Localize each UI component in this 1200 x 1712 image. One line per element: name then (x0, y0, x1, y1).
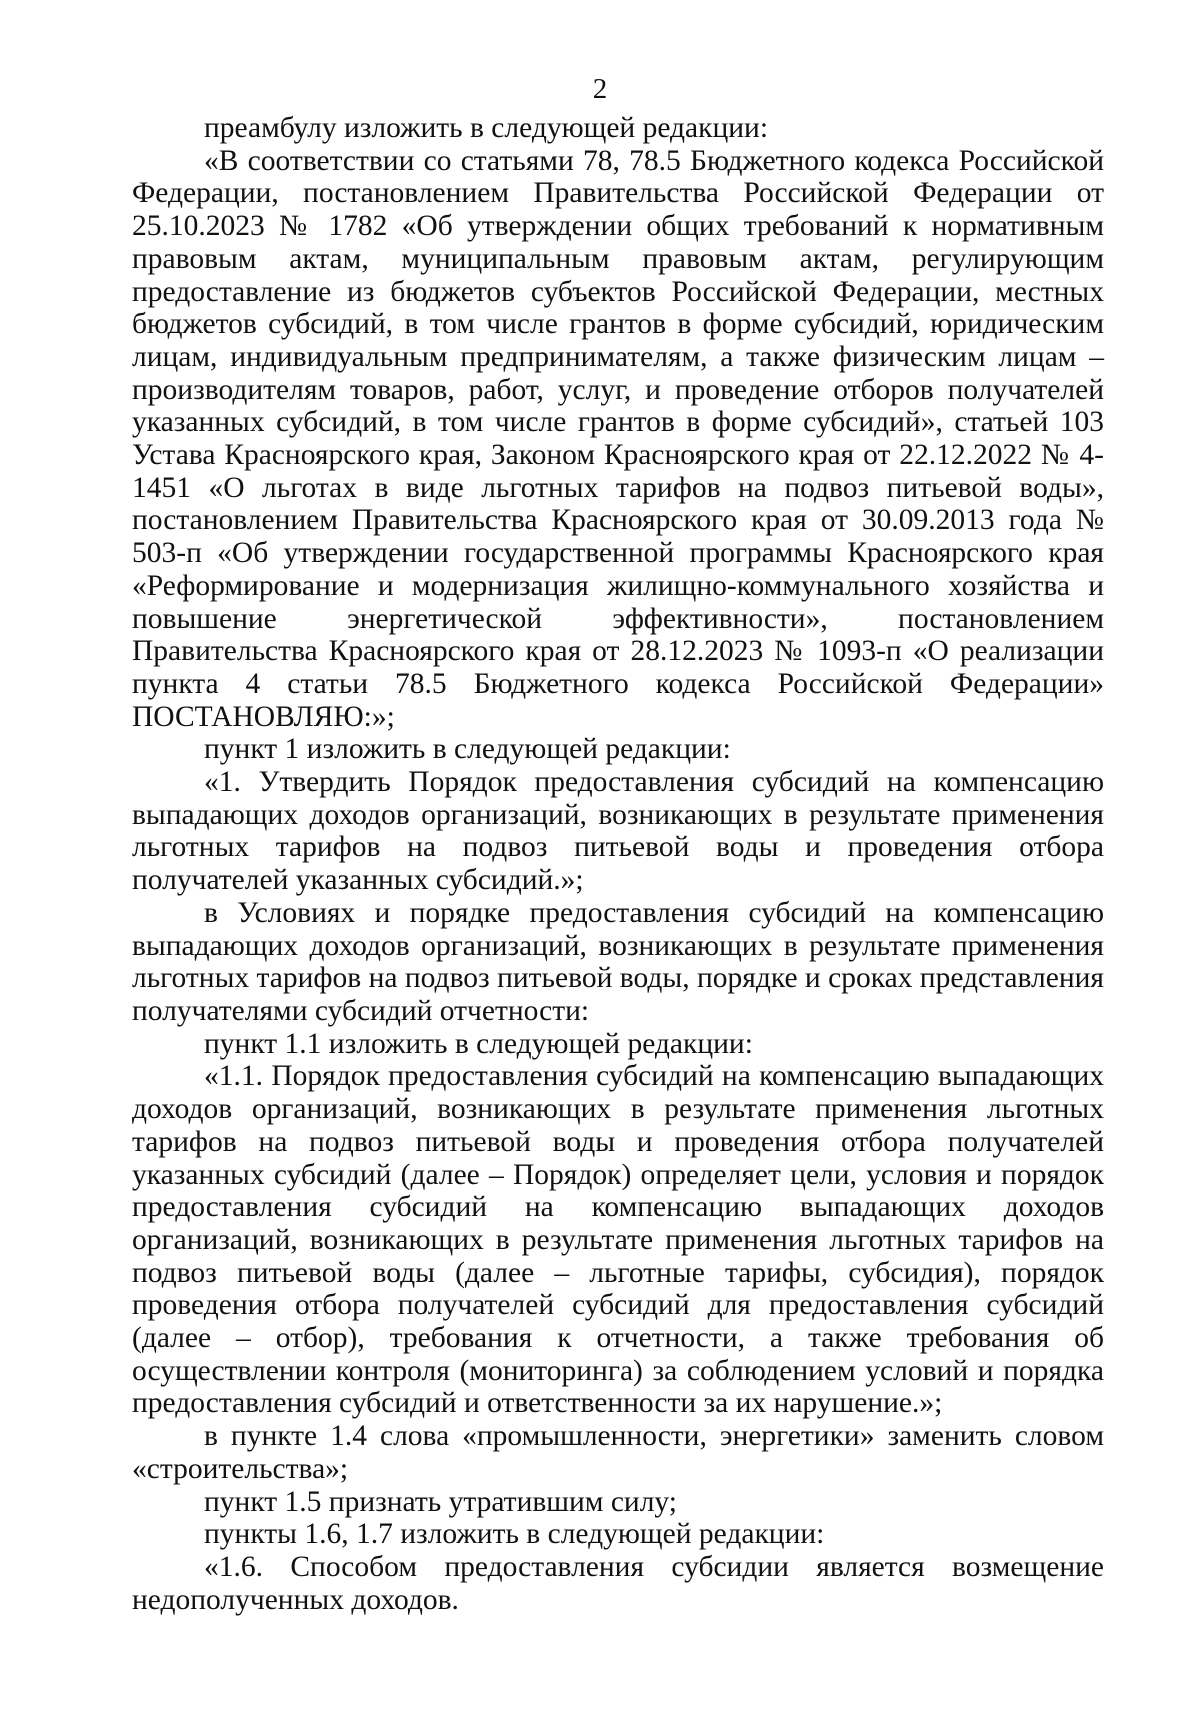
paragraph-point-1-4-change: в пункте 1.4 слова «промышленности, энергетики» заменить словом «строительства»; (132, 1420, 1104, 1485)
paragraph-point-1-1-text: «1.1. Порядок предоставления субсидий на компенсацию выпадающих доходов организаций, возникающих в результате применения льготных тарифов на подвоз питьевой воды и проведения отбора получателей указанных субсидий (далее – Порядок) определяет цели, условия и порядок предоставления субсидий на компенсацию выпадающих доходов организаций, возникающих в результате применения льготных тарифов на подвоз питьевой воды (далее – льготные тарифы, субсидия), порядок проведения отбора получателей субсидий для предоставления субсидий (далее – отбор), требования к отчетности, а также требования об осуществлении контроля (мониторинга) за соблюдением условий и порядка предоставления субсидий и ответственности за их нарушение.»; (132, 1060, 1104, 1420)
paragraph-point-1-5-repeal: пункт 1.5 признать утратившим силу; (204, 1485, 677, 1518)
paragraph-point-1-text: «1. Утвердить Порядок предоставления субсидий на компенсацию выпадающих доходов организаций, возникающих в результате применения льготных тарифов на подвоз питьевой воды и проведения отбора получателей указанных субсидий.»; (132, 766, 1104, 897)
paragraph-preamble-instruction: преамбулу изложить в следующей редакции: (204, 112, 769, 144)
paragraph-point-1-1-instruction: пункт 1.1 изложить в следующей редакции: (204, 1027, 753, 1060)
paragraph-points-1-6-1-7-instruction: пункты 1.6, 1.7 изложить в следующей редакции: (204, 1518, 825, 1551)
paragraph-conditions-intro: в Условиях и порядке предоставления субсидий на компенсацию выпадающих доходов организаций, возникающих в результате применения льготных тарифов на подвоз питьевой воды, порядке и сроках представления получателями субсидий отчетности: (132, 896, 1104, 1027)
paragraph-preamble-text: «В соответствии со статьями 78, 78.5 Бюджетного кодекса Российской Федерации, постановлением Правительства Российской Федерации от 25.10.2023 № 1782 «Об утверждении общих требований к нормативным правовым актам, муниципальным правовым актам, регулирующим предоставление из бюджетов субъектов Российской Федерации, местных бюджетов субсидий, в том числе грантов в форме субсидий, юридическим лицам, индивидуальным предпринимателям, а также физическим лицам – производителям товаров, работ, услуг, и проведение отборов получателей указанных субсидий, в том числе грантов в форме субсидий», статьей 103 Устава Красноярского края, Законом Красноярского края от 22.12.2022 № 4-1451 «О льготах в виде льготных тарифов на подвоз питьевой воды», постановлением Правительства Красноярского края от 30.09.2013 года № 503-п «Об утверждении государственной программы Красноярского края «Реформирование и модернизация жилищно-коммунального хозяйства и повышение энергетической эффективности», постановлением Правительства Красноярского края от 28.12.2023 № 1093-п «О реализации пункта 4 статьи 78.5 Бюджетного кодекса Российской Федерации» ПОСТАНОВЛЯЮ:»; (132, 144, 1104, 733)
page-number: 2 (592, 73, 608, 105)
paragraph-point-1-6-text: «1.6. Способом предоставления субсидии является возмещение недополученных доходов. (132, 1550, 1104, 1616)
document-body (132, 112, 1104, 1616)
paragraph-point-1-instruction: пункт 1 изложить в следующей редакции: (204, 733, 731, 766)
